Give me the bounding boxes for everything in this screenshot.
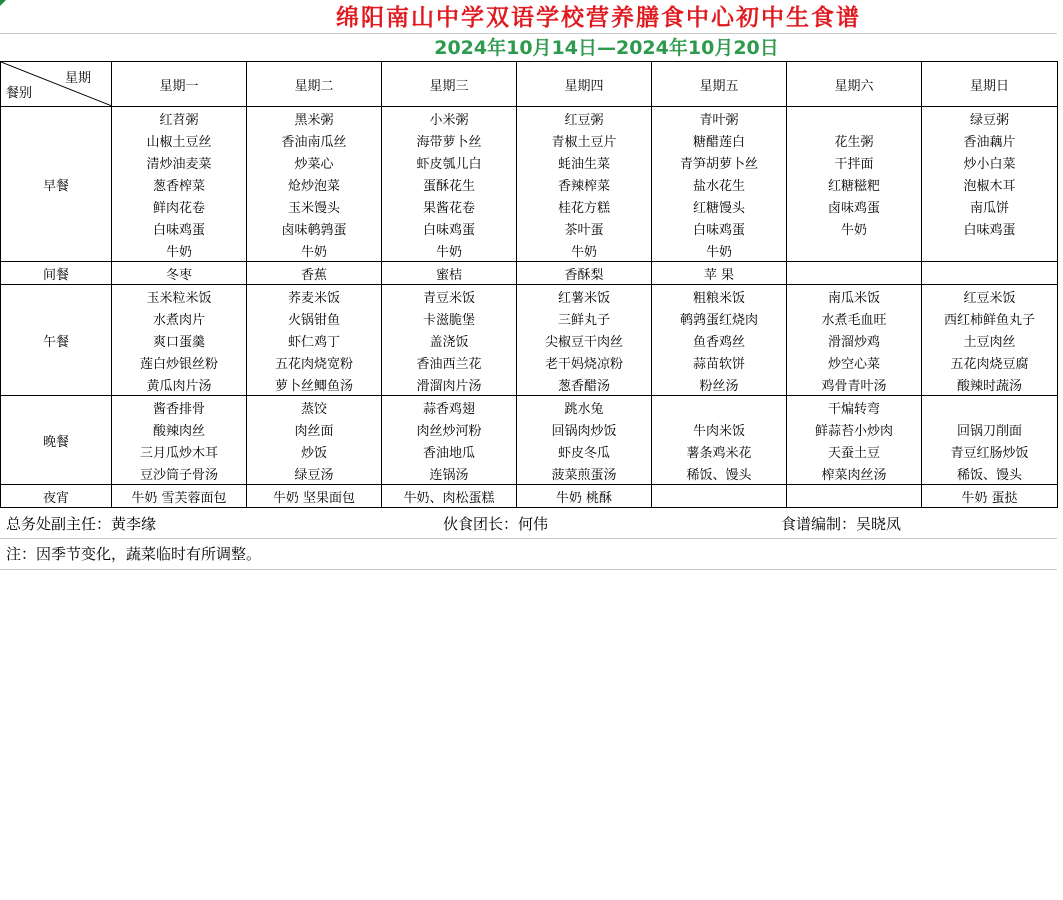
- dish-cell: 青豆红肠炒饭: [922, 440, 1058, 462]
- dish-cell: 酸辣时蔬汤: [922, 373, 1058, 396]
- day-header: 星期三: [382, 62, 517, 107]
- dish-cell: 香油地瓜: [382, 440, 517, 462]
- dish-cell: 尖椒豆干肉丝: [517, 329, 652, 351]
- dish-cell: 老干妈烧凉粉: [517, 351, 652, 373]
- dish-cell: 香油南瓜丝: [247, 129, 382, 151]
- dish-cell: 三鲜丸子: [517, 307, 652, 329]
- dish-cell: 炒菜心: [247, 151, 382, 173]
- menu-row: [1, 485, 1058, 508]
- dish-cell: 牛奶: [112, 239, 247, 262]
- dish-cell: 干煸转弯: [787, 396, 922, 419]
- meal-label: 晚餐: [1, 396, 112, 485]
- dish-cell: 天蚕土豆: [787, 440, 922, 462]
- dish-cell: [652, 396, 787, 419]
- dish-cell: 鲜蒜苔小炒肉: [787, 418, 922, 440]
- dish-cell: 蒸饺: [247, 396, 382, 419]
- menu-row: [1, 440, 1058, 462]
- director-signature: 总务处副主任：黄李缘: [6, 515, 157, 533]
- dish-cell: 青椒土豆片: [517, 129, 652, 151]
- dish-cell: 稀饭、馒头: [922, 462, 1058, 485]
- leader-signature: 伙食团长：何伟: [443, 515, 549, 533]
- dish-cell: 粗粮米饭: [652, 285, 787, 308]
- editor-signature: 食谱编制：吴晓凤: [781, 515, 902, 533]
- dish-cell: 小米粥: [382, 107, 517, 130]
- dish-cell: 五花肉烧豆腐: [922, 351, 1058, 373]
- dish-cell: 莲白炒银丝粉: [112, 351, 247, 373]
- signature-row: [0, 511, 1057, 539]
- dish-cell: 炒空心菜: [787, 351, 922, 373]
- date-range-text: 2024年10月14日—2024年10月20日: [434, 37, 779, 59]
- dish-cell: 滑溜炒鸡: [787, 329, 922, 351]
- dish-cell: 牛奶 桃酥: [517, 485, 652, 508]
- dish-cell: 火锅钳鱼: [247, 307, 382, 329]
- dish-cell: 三月瓜炒木耳: [112, 440, 247, 462]
- dish-cell: 鱼香鸡丝: [652, 329, 787, 351]
- dish-cell: 蛋酥花生: [382, 173, 517, 195]
- dish-cell: 香油西兰花: [382, 351, 517, 373]
- menu-row: [1, 151, 1058, 173]
- dish-cell: 牛奶 雪芙蓉面包: [112, 485, 247, 508]
- dish-cell: 卤味鹌鹑蛋: [247, 217, 382, 239]
- dish-cell: 土豆肉丝: [922, 329, 1058, 351]
- dish-cell: 糖醋莲白: [652, 129, 787, 151]
- menu-row: [1, 217, 1058, 239]
- dish-cell: 花生粥: [787, 129, 922, 151]
- dish-cell: 茶叶蛋: [517, 217, 652, 239]
- dish-cell: 青叶粥: [652, 107, 787, 130]
- menu-row: [1, 396, 1058, 419]
- dish-cell: 牛奶: [247, 239, 382, 262]
- dish-cell: 炝炒泡菜: [247, 173, 382, 195]
- dish-cell: 干拌面: [787, 151, 922, 173]
- dish-cell: 桂花方糕: [517, 195, 652, 217]
- dish-cell: 红糖糍粑: [787, 173, 922, 195]
- dish-cell: [787, 485, 922, 508]
- dish-cell: 泡椒木耳: [922, 173, 1058, 195]
- dish-cell: 玉米粒米饭: [112, 285, 247, 308]
- header-row: [1, 62, 1058, 107]
- dish-cell: 西红柿鲜鱼丸子: [922, 307, 1058, 329]
- menu-body: [1, 107, 1058, 508]
- menu-row: [1, 462, 1058, 485]
- dish-cell: 连锅汤: [382, 462, 517, 485]
- dish-cell: 肉丝面: [247, 418, 382, 440]
- dish-cell: 薯条鸡米花: [652, 440, 787, 462]
- menu-row: [1, 239, 1058, 262]
- dish-cell: 牛奶: [787, 217, 922, 239]
- menu-row: [1, 351, 1058, 373]
- menu-row: [1, 262, 1058, 285]
- dish-cell: 南瓜米饭: [787, 285, 922, 308]
- menu-row: [1, 107, 1058, 130]
- dish-cell: 白味鸡蛋: [922, 217, 1058, 239]
- dish-cell: 苹 果: [652, 262, 787, 285]
- dish-cell: 回锅肉炒饭: [517, 418, 652, 440]
- day-header: 星期六: [787, 62, 922, 107]
- dish-cell: 蒜苗软饼: [652, 351, 787, 373]
- dish-cell: [922, 396, 1058, 419]
- menu-table: [0, 61, 1058, 508]
- dish-cell: 盖浇饭: [382, 329, 517, 351]
- dish-cell: 鸡骨青叶汤: [787, 373, 922, 396]
- dish-cell: 牛奶: [652, 239, 787, 262]
- dish-cell: 香油藕片: [922, 129, 1058, 151]
- dish-cell: [922, 239, 1058, 262]
- dish-cell: 青豆米饭: [382, 285, 517, 308]
- dish-cell: 玉米馒头: [247, 195, 382, 217]
- menu-row: [1, 373, 1058, 396]
- dish-cell: 山椒土豆丝: [112, 129, 247, 151]
- dish-cell: 鹌鹑蛋红烧肉: [652, 307, 787, 329]
- dish-cell: 果酱花卷: [382, 195, 517, 217]
- dish-cell: 卡滋脆堡: [382, 307, 517, 329]
- dish-cell: 荞麦米饭: [247, 285, 382, 308]
- dish-cell: 白味鸡蛋: [652, 217, 787, 239]
- header-corner-cell: [1, 62, 112, 107]
- dish-cell: 黄瓜肉片汤: [112, 373, 247, 396]
- dish-cell: 香酥梨: [517, 262, 652, 285]
- dish-cell: 白味鸡蛋: [112, 217, 247, 239]
- day-header: 星期四: [517, 62, 652, 107]
- dish-cell: 菠菜煎蛋汤: [517, 462, 652, 485]
- dish-cell: 滑溜肉片汤: [382, 373, 517, 396]
- dish-cell: 盐水花生: [652, 173, 787, 195]
- dish-cell: 水煮毛血旺: [787, 307, 922, 329]
- dish-cell: 绿豆汤: [247, 462, 382, 485]
- dish-cell: 青笋胡萝卜丝: [652, 151, 787, 173]
- dish-cell: 虾皮瓠儿白: [382, 151, 517, 173]
- dish-cell: 萝卜丝鲫鱼汤: [247, 373, 382, 396]
- dish-cell: 白味鸡蛋: [382, 217, 517, 239]
- dish-cell: [652, 485, 787, 508]
- dish-cell: 红豆粥: [517, 107, 652, 130]
- dish-cell: 酱香排骨: [112, 396, 247, 419]
- dish-cell: 牛奶: [382, 239, 517, 262]
- dish-cell: 跳水兔: [517, 396, 652, 419]
- menu-title: [0, 0, 1057, 34]
- dish-cell: 牛奶 蛋挞: [922, 485, 1058, 508]
- menu-row: [1, 418, 1058, 440]
- meal-label: 夜宵: [1, 485, 112, 508]
- dish-cell: 虾仁鸡丁: [247, 329, 382, 351]
- dish-cell: 冬枣: [112, 262, 247, 285]
- day-header: 星期五: [652, 62, 787, 107]
- dish-cell: 蜜桔: [382, 262, 517, 285]
- menu-row: [1, 285, 1058, 308]
- dish-cell: 红苕粥: [112, 107, 247, 130]
- dish-cell: [787, 239, 922, 262]
- dish-cell: 五花肉烧宽粉: [247, 351, 382, 373]
- day-header: 星期日: [922, 62, 1058, 107]
- dish-cell: 牛奶: [517, 239, 652, 262]
- dish-cell: 鲜肉花卷: [112, 195, 247, 217]
- dish-cell: 葱香榨菜: [112, 173, 247, 195]
- dish-cell: 卤味鸡蛋: [787, 195, 922, 217]
- menu-row: [1, 129, 1058, 151]
- dish-cell: 榨菜肉丝汤: [787, 462, 922, 485]
- dish-cell: 回锅刀削面: [922, 418, 1058, 440]
- corner-label-meal: 餐别: [6, 86, 33, 101]
- dish-cell: 蚝油生菜: [517, 151, 652, 173]
- dish-cell: 肉丝炒河粉: [382, 418, 517, 440]
- dish-cell: 南瓜饼: [922, 195, 1058, 217]
- menu-title-text: 绵阳南山中学双语学校营养膳食中心初中生食谱: [336, 4, 861, 31]
- dish-cell: 黑米粥: [247, 107, 382, 130]
- dish-cell: 稀饭、馒头: [652, 462, 787, 485]
- dish-cell: 牛肉米饭: [652, 418, 787, 440]
- menu-row: [1, 173, 1058, 195]
- dish-cell: 红薯米饭: [517, 285, 652, 308]
- meal-label: 间餐: [1, 262, 112, 285]
- cell-corner-marker: [0, 0, 6, 6]
- corner-label-weekday: 星期: [64, 71, 91, 86]
- dish-cell: 炒小白菜: [922, 151, 1058, 173]
- dish-cell: 虾皮冬瓜: [517, 440, 652, 462]
- dish-cell: 清炒油麦菜: [112, 151, 247, 173]
- dish-cell: 豆沙筒子骨汤: [112, 462, 247, 485]
- dish-cell: 红糖馒头: [652, 195, 787, 217]
- date-range: [0, 34, 1057, 61]
- dish-cell: 绿豆粥: [922, 107, 1058, 130]
- dish-cell: 海带萝卜丝: [382, 129, 517, 151]
- dish-cell: 红豆米饭: [922, 285, 1058, 308]
- dish-cell: 牛奶、肉松蛋糕: [382, 485, 517, 508]
- dish-cell: 葱香醋汤: [517, 373, 652, 396]
- dish-cell: [922, 262, 1058, 285]
- menu-row: [1, 307, 1058, 329]
- meal-label: 午餐: [1, 285, 112, 396]
- note-row: [0, 539, 1057, 570]
- dish-cell: 香蕉: [247, 262, 382, 285]
- dish-cell: 酸辣肉丝: [112, 418, 247, 440]
- dish-cell: 牛奶 坚果面包: [247, 485, 382, 508]
- day-header: 星期二: [247, 62, 382, 107]
- seasonal-note: 注：因季节变化，蔬菜临时有所调整。: [6, 545, 262, 563]
- dish-cell: 炒饭: [247, 440, 382, 462]
- dish-cell: [787, 107, 922, 130]
- meal-label: 早餐: [1, 107, 112, 262]
- dish-cell: 香辣榨菜: [517, 173, 652, 195]
- dish-cell: 粉丝汤: [652, 373, 787, 396]
- day-header: 星期一: [112, 62, 247, 107]
- menu-row: [1, 195, 1058, 217]
- dish-cell: 蒜香鸡翅: [382, 396, 517, 419]
- dish-cell: [787, 262, 922, 285]
- dish-cell: 爽口蛋羹: [112, 329, 247, 351]
- menu-row: [1, 329, 1058, 351]
- dish-cell: 水煮肉片: [112, 307, 247, 329]
